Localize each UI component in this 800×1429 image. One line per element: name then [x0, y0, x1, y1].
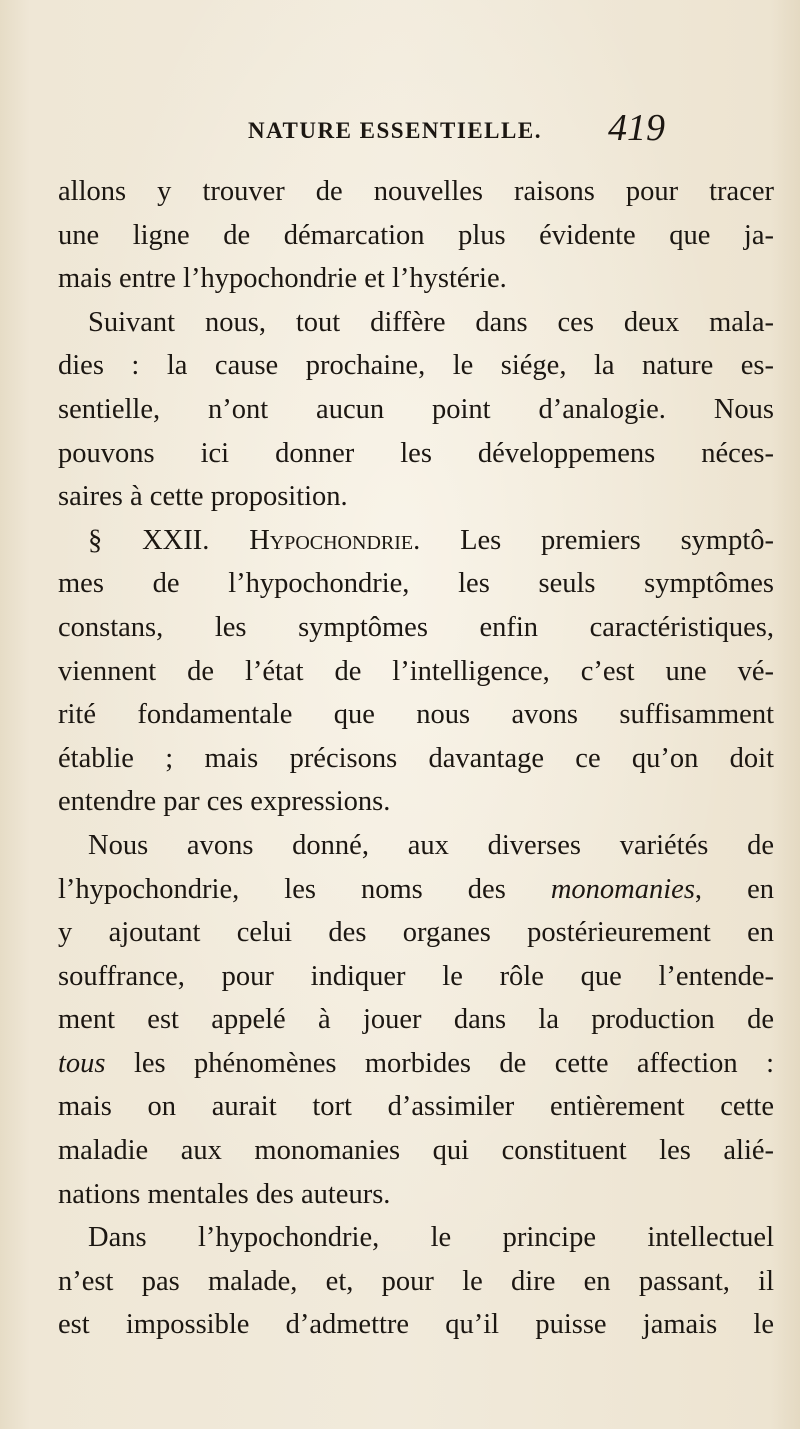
text-line: Nous avons donné, aux diverses variétés de	[88, 829, 774, 861]
text-line: dies : la cause prochaine, le siége, la nature es-	[58, 350, 774, 382]
text-line: Dans l’hypochondrie, le principe intellectuel	[88, 1222, 774, 1254]
text-line: mais entre l’hypochondrie et l’hystérie.	[58, 263, 507, 295]
text-line: nations mentales des auteurs.	[58, 1178, 391, 1210]
italic-term: tous	[58, 1047, 106, 1079]
text-line: allons y trouver de nouvelles raisons pour tracer	[58, 176, 774, 207]
text-line: pouvons ici donner les développemens néces-	[58, 437, 774, 469]
text-line: constans, les symptômes enfin caractéristiques,	[58, 611, 774, 643]
page-header	[0, 107, 800, 156]
text-line: sentielle, n’ont aucun point d’analogie. Nous	[58, 393, 774, 425]
text-line: n’est pas malade, et, pour le dire en passant, il	[58, 1265, 774, 1297]
text-line: ment est appelé à jouer dans la production de	[58, 1004, 774, 1036]
text-line: souffrance, pour indiquer le rôle que l’entende-	[58, 960, 774, 992]
text-segment: , en	[694, 873, 774, 905]
text-line: établie ; mais précisons davantage ce qu’on doit	[58, 742, 774, 774]
text-line	[58, 1042, 774, 1086]
italic-term: monomanies	[550, 873, 695, 905]
body-text	[58, 170, 774, 1347]
text-line	[58, 868, 774, 912]
text-line: mes de l’hypochondrie, les seuls symptômes	[58, 568, 774, 600]
text-line: viennent de l’état de l’intelligence, c’est une vé-	[58, 655, 774, 687]
section-heading-line	[58, 519, 774, 563]
section-title: Hypochondrie.	[249, 524, 421, 556]
text-line: mais on aurait tort d’assimiler entièrement cette	[58, 1091, 774, 1123]
text-line: entendre par ces expressions.	[58, 786, 391, 818]
text-segment: l’hypochondrie, les noms des	[58, 873, 506, 905]
section-text: Les premiers symptô-	[460, 524, 774, 556]
text-segment: les phénomènes morbides de cette affection :	[133, 1047, 774, 1079]
text-line: Suivant nous, tout diffère dans ces deux mala-	[88, 306, 774, 338]
text-line: saires à cette proposition.	[58, 481, 348, 513]
text-line: y ajoutant celui des organes postérieurement en	[58, 917, 774, 949]
section-number: § XXII.	[88, 524, 210, 556]
text-line: maladie aux monomanies qui constituent les alié-	[58, 1135, 774, 1167]
text-line: est impossible d’admettre qu’il puisse jamais le	[58, 1309, 774, 1341]
text-line: une ligne de démarcation plus évidente que ja-	[58, 219, 774, 251]
page-number: 419	[608, 107, 665, 149]
text-line: rité fondamentale que nous avons suffisamment	[58, 699, 774, 731]
running-title: NATURE ESSENTIELLE.	[248, 118, 542, 143]
